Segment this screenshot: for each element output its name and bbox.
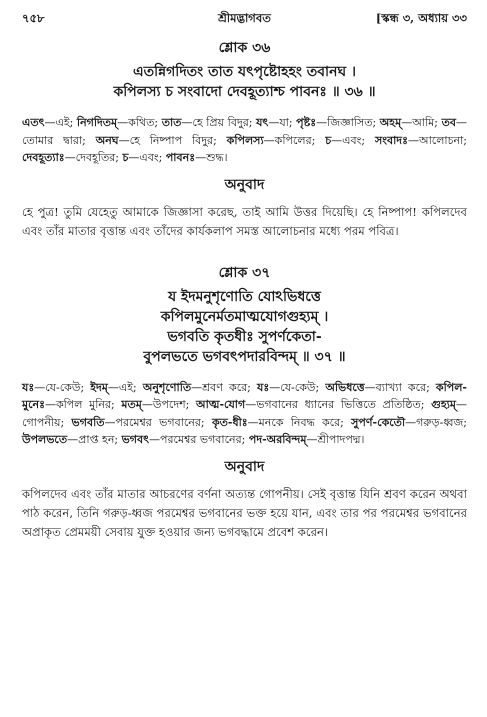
page-number: ৭৫৮ <box>22 11 45 25</box>
verse-line: য ইদমনুশৃণোতি যোঽভিধত্তে <box>168 288 321 305</box>
verse-heading-37: শ্লোক ৩৭ <box>218 264 271 281</box>
synonym-word: অহম্ <box>379 116 402 129</box>
synonym-meaning: —গোপনীয়; <box>22 398 467 429</box>
synonym-meaning: —যা; <box>268 116 297 129</box>
synonym-word: চ <box>325 133 332 147</box>
synonym-word: উপলভতে <box>22 433 68 446</box>
synonym-word: চ <box>122 151 129 164</box>
synonym-meaning: —মনকে নিবদ্ধ করে; <box>247 415 352 429</box>
verse-line: কপিলস্য চ সংবাদো দেবহূত্যাশ্চ পাবনঃ ॥ ৩৬ ॥ <box>113 84 376 100</box>
verse-36 <box>22 62 467 102</box>
synonym-meaning: —শুদ্ধ। <box>195 151 228 164</box>
synonym-meaning: —কপিল মুনির; <box>44 398 122 411</box>
verse-37 <box>22 287 467 367</box>
synonym-word: যঃ <box>257 380 270 394</box>
synonym-meaning: —আলোচনা; <box>407 133 467 147</box>
synonym-meaning: —গরুড়-ধ্বজ; <box>405 415 467 429</box>
synonym-word: সংবাদঃ <box>374 133 408 147</box>
synonym-word: কপিলস্য <box>226 133 264 147</box>
section-label: [স্কন্ধ ৩, অধ্যায় ৩৩ <box>375 11 467 25</box>
synonym-word: ইদম্ <box>90 380 108 394</box>
synonym-word: অনুশৃণোতি <box>142 380 192 394</box>
translation-37: কপিলদেব এবং তাঁর মাতার আচরণের বর্ণনা অত্যন্ত গোপনীয়। সেই বৃত্তান্ত যিনি শ্রবণ করেন অথবা পাঠ করেন, তিনি গরুড়-ধ্বজ পরমেশ্বর ভগবানের ভক্ত হয়ে যান, এবং তার পর পরমেশ্বর ভগবানের অপ্রাকৃত প্রেমময়ী সেবায় যুক্ত হওয়ার জন্য ভগবদ্ধামে প্রবেশ করেন। <box>22 486 467 539</box>
synonym-word: পৃষ্টঃ <box>296 116 317 129</box>
synonym-word: পাবনঃ <box>165 151 196 164</box>
synonym-word: অনঘ <box>95 133 119 147</box>
synonym-word: ভগবৎ <box>121 433 150 446</box>
verse-line: বুপলভতে ভগবৎপদারবিন্দম্ ॥ ৩৭ ॥ <box>143 348 346 365</box>
verse-line: ভগবতি কৃতধীঃ সুপর্ণকেতা- <box>167 328 322 345</box>
synonym-meaning: —প্রাপ্ত হন; <box>67 433 122 446</box>
synonym-word: সুপর্ণ-কেতৌ <box>351 415 406 429</box>
synonym-word: এতৎ <box>22 116 45 129</box>
verse-heading-36: শ্লোক ৩৬ <box>218 40 271 56</box>
synonym-meaning: —শ্রবণ করে; <box>191 380 258 394</box>
synonym-word: যঃ <box>22 380 35 394</box>
verse-line: এতন্নিগদিতং তাত যৎপৃষ্টোহহং তবানঘ । <box>132 64 356 80</box>
synonym-meaning: —হে নিষ্পাপ বিদুর; <box>118 133 227 147</box>
synonym-meaning: —জিজ্ঞাসিত; <box>316 116 380 129</box>
page-header <box>22 10 467 30</box>
translation-36: হে পুত্র! তুমি যেহেতু আমাকে জিজ্ঞাসা করেছ, তাই আমি উত্তর দিয়েছি। হে নিষ্পাপ! কপিলদেব এবং তাঁর মাতার বৃত্তান্ত এবং তাঁদের কার্যকলাপ সমস্ত আলোচনার মধ্যে পরম পবিত্র। <box>22 204 467 238</box>
synonym-word: কৃত-ধীঃ <box>211 415 248 429</box>
synonym-meaning: —যে-কেউ; <box>34 380 91 394</box>
synonym-meaning: —এবং; <box>331 133 375 147</box>
synonym-word: মতম্ <box>121 398 142 411</box>
synonyms-37 <box>22 379 467 449</box>
synonym-word: তাত <box>161 116 182 129</box>
synonym-meaning: —ভগবানের ধ্যানের ভিত্তিতে প্রতিষ্ঠিত; <box>245 398 432 411</box>
synonym-word: যৎ <box>256 116 269 129</box>
synonym-meaning: —কপিলের; <box>263 133 326 147</box>
synonym-meaning: —উপদেশ; <box>141 398 197 411</box>
synonym-word: ভগবতি <box>71 415 105 429</box>
synonym-word: কপিল-মুনেঃ <box>22 380 467 411</box>
synonym-word: পদ-অরবিন্দম্ <box>248 433 307 446</box>
synonym-meaning: —এই; <box>44 116 77 129</box>
synonym-meaning: —তোমার দ্বারা; <box>22 116 467 147</box>
synonym-meaning: —পরমেশ্বর ভগবানের; <box>104 415 212 429</box>
synonym-meaning: —ব্যাখ্যা করে; <box>364 380 436 394</box>
synonym-meaning: —দেবহূতির; <box>64 151 123 164</box>
synonym-meaning: —পরমেশ্বর ভগবানের; <box>149 433 249 446</box>
translation-heading-36: অনুবাদ <box>224 176 265 193</box>
synonym-word: অভিধত্তে <box>325 380 365 394</box>
synonym-meaning: —আমি; <box>401 116 442 129</box>
synonym-word: দেবহূত্যাঃ <box>22 151 65 164</box>
translation-heading-37: অনুবাদ <box>224 458 265 475</box>
synonym-meaning: —এবং; <box>128 151 166 164</box>
synonym-meaning: —হে প্রিয় বিদুর; <box>181 116 257 129</box>
synonym-meaning: —এই; <box>107 380 143 394</box>
synonym-meaning: —যে-কেউ; <box>269 380 326 394</box>
book-title: শ্রীমদ্ভাগবত <box>218 11 271 25</box>
synonyms-36 <box>22 114 467 167</box>
synonym-word: গুহ্যম্ <box>431 398 456 411</box>
synonym-word: তব <box>441 116 456 129</box>
synonym-meaning: —শ্রীপাদপদ্ম। <box>306 433 365 446</box>
synonym-word: নিগদিতম্ <box>76 116 118 129</box>
verse-line: কপিলমুনের্মতমাত্মযোগগুহ্যম্ । <box>160 308 329 325</box>
synonym-word: আত্ম-যোগ <box>196 398 246 411</box>
synonym-meaning: —কথিত; <box>117 116 162 129</box>
